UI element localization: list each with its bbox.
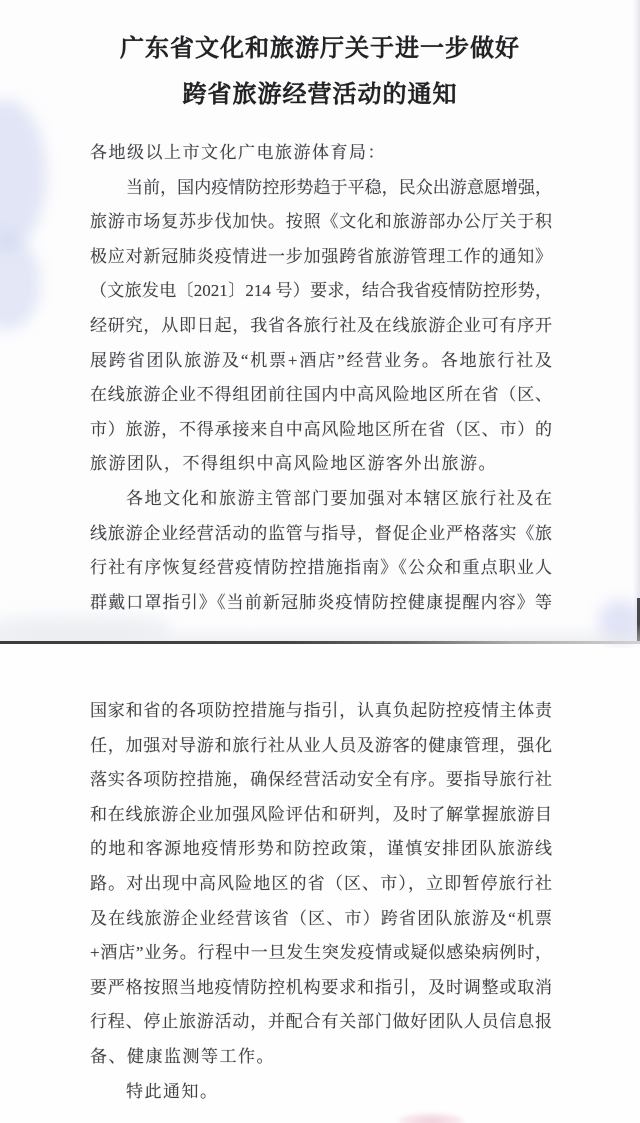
title-line: 广东省文化和旅游厅关于进一步做好 [120,36,520,62]
page-separator-haze [0,624,640,641]
text-line: （文旅发电〔2021〕214 号）要求，结合我省疫情防控形势， [90,281,552,301]
title-line: 跨省旅游经营活动的通知 [182,82,458,108]
page-2 [0,648,640,1123]
text-line: 任，加强对导游和旅行社从业人员及游客的健康管理，强化 [90,735,552,755]
text-line: 旅游团队，不得组织中高风险地区游客外出旅游。 [90,454,497,474]
page-separator [0,641,640,644]
text-line: 落实各项防控措施，确保经营活动安全有序。要指导旅行社 [90,770,552,790]
text-line: 路。对出现中高风险地区的省（区、市），立即暂停旅行社 [90,873,552,893]
scan-artifact-blotch [0,100,46,250]
text-line: 市）旅游，不得承接来自中高风险地区所在省（区、市）的 [90,419,552,439]
text-line: 各地级以上市文化广电旅游体育局： [90,143,386,162]
seal-smudge [398,1113,464,1123]
text-line: 特此通知。 [126,1081,219,1101]
text-line: 极应对新冠肺炎疫情进一步加强跨省旅游管理工作的通知》 [90,246,552,266]
text-line: 旅游市场复苏步伐加快。按照《文化和旅游部办公厅关于积 [90,212,552,232]
text-line: 行社有序恢复经营疫情防控措施指南》《公众和重点职业人 [90,558,552,578]
scan-artifact-blotch [0,235,40,330]
text-line: 及在线旅游企业经营该省（区、市）跨省团队旅游及“机票 [90,908,552,928]
text-line: 行程、停止旅游活动，并配合有关部门做好团队人员信息报 [90,1012,552,1032]
text-line: 国家和省的各项防控措施与指引，认真负起防控疫情主体责 [90,701,552,720]
text-line: 在线旅游企业不得组团前往国内中高风险地区所在省（区、 [90,385,552,405]
text-line: 群戴口罩指引》《当前新冠肺炎疫情防控健康提醒内容》等 [90,592,552,612]
text-line: 展跨省团队旅游及“机票+酒店”经营业务。各地旅行社及 [90,350,552,370]
text-line: 当前，国内疫情防控形势趋于平稳，民众出游意愿增强， [126,177,552,197]
text-line: 要严格按照当地疫情防控机构要求和指引，及时调整或取消 [90,977,552,997]
page-body [90,694,552,1109]
text-line: 和在线旅游企业加强风险评估和研判，及时了解掌握旅游目 [90,804,552,824]
text-line: 的地和客源地疫情形势和防控政策，谨慎安排团队旅游线 [90,839,552,859]
document-title [0,0,640,118]
text-line: +酒店”业务。行程中一旦发生突发疫情或疑似感染病例时， [90,943,552,963]
text-line: 线旅游企业经营活动的监管与指导，督促企业严格落实《旅 [90,523,552,543]
text-line: 备、健康监测等工作。 [90,1046,275,1066]
text-line: 经研究，从即日起，我省各旅行社及在线旅游企业可有序开 [90,315,552,335]
page-body [90,136,552,620]
text-line: 各地文化和旅游主管部门要加强对本辖区旅行社及在 [126,488,552,508]
page-edge-shadow [633,0,640,641]
